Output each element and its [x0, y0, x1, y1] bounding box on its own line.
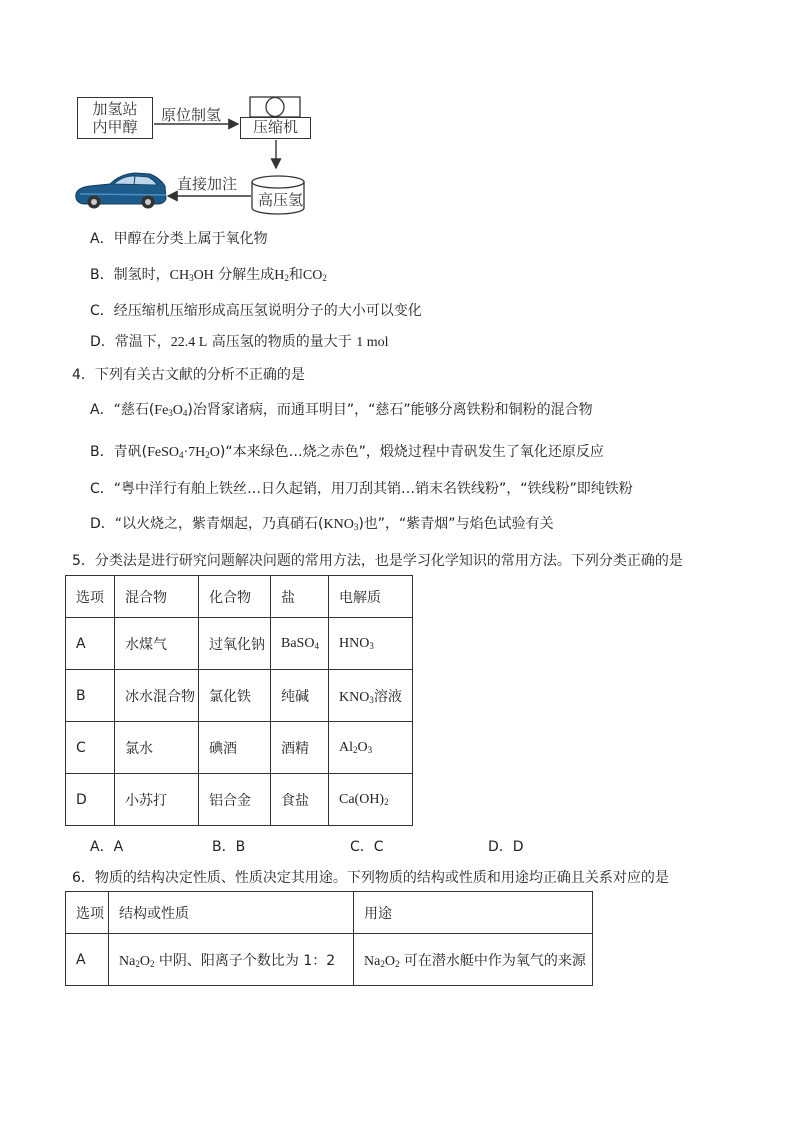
- q3-option-b: B．制氢时，$CH_3OH$ 分解生成$H_2$和$CO_2$: [90, 267, 327, 283]
- q5-choice-a: A．A: [90, 839, 124, 855]
- q5-cell-option: D: [66, 774, 115, 826]
- q3-option-c: C．经压缩机压缩形成高压氢说明分子的大小可以变化: [90, 303, 422, 319]
- q5-choice-b: B．B: [212, 839, 246, 855]
- q4-option-b: B．青矾$(FeSO_4\cdot 7H_2O)“$本来绿色…烧之赤色”，煅烧过程中青矾发生了氧化还原反应: [90, 444, 604, 460]
- station-line-2: 内甲醇: [92, 118, 138, 136]
- refuel-label: 直接加注: [177, 175, 238, 193]
- q5-cell-mixture: 水煤气: [115, 618, 199, 670]
- q5-cell-compound: 碘酒: [199, 722, 271, 774]
- q6-stem: 6．物质的结构决定性质、性质决定其用途。下列物质的结构或性质和用途均正确且关系对应的是: [72, 870, 669, 886]
- q4-stem: 4．下列有关古文献的分析不正确的是: [72, 367, 305, 383]
- table-row: [66, 934, 593, 986]
- q5-cell-salt: 食盐: [271, 774, 329, 826]
- q5-header-cell: 电解质: [329, 576, 413, 618]
- q5-cell-option: C: [66, 722, 115, 774]
- q3-option-d: D．常温下，22.4 L 高压氢的物质的量大于 1 mol: [90, 334, 389, 350]
- q6-cell-use: $Na_2O_2$ 可在潜水艇中作为氧气的来源: [354, 934, 593, 986]
- q5-choice-c: C．C: [350, 839, 384, 855]
- table-row: [66, 774, 413, 826]
- q5-table: [65, 575, 413, 826]
- q5-cell-electrolyte: $KNO_3$溶液: [329, 670, 413, 722]
- q5-cell-compound: 铝合金: [199, 774, 271, 826]
- compressor-piston: [266, 98, 284, 117]
- q6-header-cell: 结构或性质: [109, 892, 354, 934]
- q6-header-row: [66, 892, 593, 934]
- onsite-label: 原位制氢: [161, 106, 222, 124]
- car-icon: [76, 173, 166, 209]
- q5-cell-option: A: [66, 618, 115, 670]
- q5-cell-electrolyte: $HNO_3$: [329, 618, 413, 670]
- q5-cell-salt: BaSO$_4$: [271, 618, 329, 670]
- q5-header-cell: 盐: [271, 576, 329, 618]
- station-line-1: 加氢站: [92, 100, 138, 118]
- q5-cell-electrolyte: $Al_2O_3$: [329, 722, 413, 774]
- q4-option-c: C．“粤中洋行有舶上铁丝…日久起销，用刀刮其销…销末名铁线粉”，“铁线粉”即纯铁粉: [90, 481, 633, 497]
- table-row: [66, 618, 413, 670]
- q5-cell-compound: 过氧化钠: [199, 618, 271, 670]
- table-row: [66, 722, 413, 774]
- q5-choice-d: D．D: [488, 839, 524, 855]
- q4-option-d: D．“以火烧之，紫青烟起，乃真硝石$(KNO_3)$也”，“紫青烟”与焰色试验有关: [90, 516, 554, 532]
- q5-cell-salt: 纯碱: [271, 670, 329, 722]
- q5-cell-electrolyte: $Ca(OH)_2$: [329, 774, 413, 826]
- q5-cell-option: B: [66, 670, 115, 722]
- compressor-box: [240, 117, 311, 139]
- q3-option-a: A．甲醇在分类上属于氧化物: [90, 231, 268, 247]
- q5-header-cell: 选项: [66, 576, 115, 618]
- q5-header-row: [66, 576, 413, 618]
- q6-header-cell: 用途: [354, 892, 593, 934]
- q4-option-a: A．“慈石$(Fe_3O_4)$冶肾家诸病，而通耳明目”，“慈石”能够分离铁粉和铜粉的混合物: [90, 402, 593, 418]
- q5-cell-mixture: 氯水: [115, 722, 199, 774]
- q5-cell-compound: 氯化铁: [199, 670, 271, 722]
- table-row: [66, 670, 413, 722]
- q6-header-cell: 选项: [66, 892, 109, 934]
- q5-cell-mixture: 冰水混合物: [115, 670, 199, 722]
- compressor-label: 压缩机: [252, 118, 298, 136]
- diagram-arrows: [0, 0, 793, 240]
- q6-cell-option: A: [66, 934, 109, 986]
- q5-header-cell: 化合物: [199, 576, 271, 618]
- q6-table: [65, 891, 593, 986]
- q5-header-cell: 混合物: [115, 576, 199, 618]
- q5-cell-mixture: 小苏打: [115, 774, 199, 826]
- q6-cell-structure: $Na_2O_2$ 中阴、阳离子个数比为 1：2: [109, 934, 354, 986]
- q5-cell-salt: 酒精: [271, 722, 329, 774]
- q5-stem: 5．分类法是进行研究问题解决问题的常用方法，也是学习化学知识的常用方法。下列分类正确的是: [72, 553, 683, 569]
- hp-hydrogen-label: 高压氢: [258, 191, 304, 209]
